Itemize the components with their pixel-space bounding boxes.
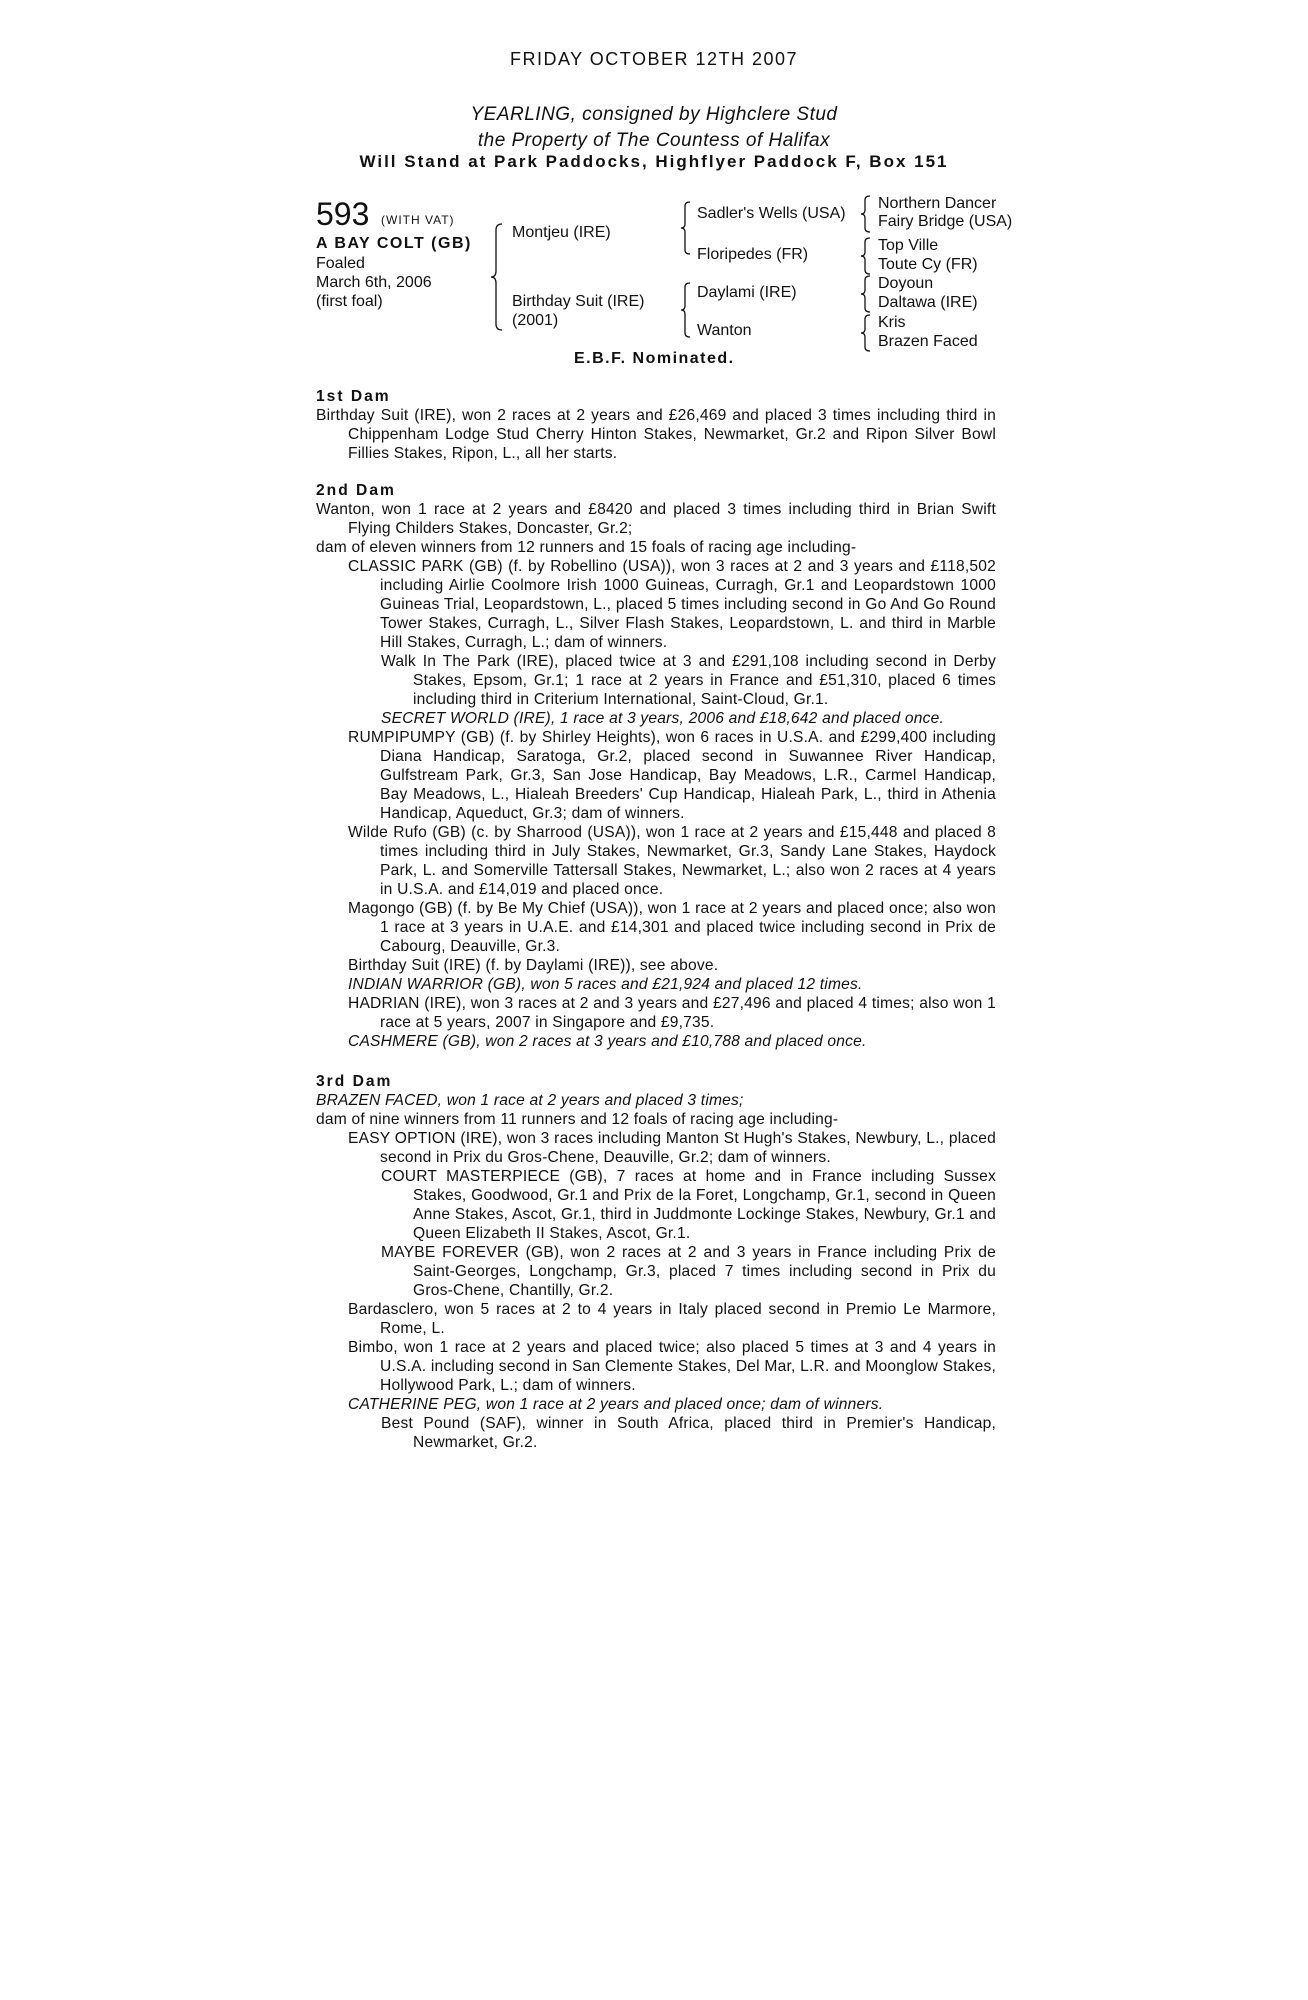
sire-sire: Sadler's Wells (USA) (697, 205, 846, 222)
second-dam-section (316, 481, 996, 1051)
second-dam-entry: RUMPIPUMPY (GB) (f. by Shirley Heights), won 6 races in U.S.A. and £299,400 including Diana Handicap, Saratoga, Gr.2, placed second in Suwannee River Handicap, Gulfstream Park, Gr.3, San Jose Handicap, Bay Meadows, L.R., Carmel Handicap, Bay Meadows, L., Hialeah Breeders' Cup Handicap, Hialeah Park, L., third in Athenia Handicap, Aqueduct, Gr.3; dam of winners. (348, 729, 996, 822)
ancestor-6: Daltawa (IRE) (878, 294, 978, 311)
dam-sire: Daylami (IRE) (697, 284, 797, 301)
lot-title: A BAY COLT (GB) (316, 235, 472, 252)
ancestor-7: Kris (878, 314, 906, 331)
ancestor-2: Fairy Bridge (USA) (878, 213, 1013, 230)
second-dam-entry: HADRIAN (IRE), won 3 races at 2 and 3 years and £27,496 and placed 4 times; also won 1 race at 5 years, 2007 in Singapore and £9,735. (348, 995, 996, 1031)
pedigree-brace-g3 (860, 274, 874, 314)
first-dam-heading: 1st Dam (316, 388, 391, 405)
first-dam-text: Birthday Suit (IRE), won 2 races at 2 years and £26,469 and placed 3 times including third in Chippenham Lodge Stud Cherry Hinton Stakes, Newmarket, Gr.2 and Ripon Silver Bowl Fillies Stakes, Ripon, L., all her starts. (316, 407, 996, 462)
second-dam-entry: Wilde Rufo (GB) (c. by Sharrood (USA)), won 1 race at 2 years and £15,448 and placed 8 times including third in July Stakes, Newmarket, Gr.3, Sandy Lane Stakes, Haydock Park, L. and Somerville Tattersall Stakes, Newmarket, L.; also won 2 races at 4 years in U.S.A. and £14,019 and placed once. (348, 824, 996, 898)
second-dam-text: Wanton, won 1 race at 2 years and £8420 and placed 3 times including third in Brian Swift Flying Childers Stakes, Doncaster, Gr.2; (316, 501, 996, 537)
stand-location: Will Stand at Park Paddocks, Highflyer Paddock F, Box 151 (359, 152, 949, 171)
ancestor-3: Top Ville (878, 237, 939, 254)
ancestor-8: Brazen Faced (878, 333, 978, 350)
second-dam-entry: CASHMERE (GB), won 2 races at 3 years and £10,788 and placed once. (348, 1033, 867, 1050)
third-dam-entry: COURT MASTERPIECE (GB), 7 races at home and in France including Sussex Stakes, Goodwood, Gr.1 and Prix de la Foret, Longchamp, Gr.1, second in Queen Anne Stakes, Ascot, Gr.1, third in Juddmonte Lockinge Stakes, Newbury, Gr.1 and Queen Elizabeth II Stakes, Ascot, Gr.1. (381, 1168, 996, 1242)
ancestor-5: Doyoun (878, 275, 934, 292)
third-dam-entry: MAYBE FOREVER (GB), won 2 races at 2 and 3 years in France including Prix de Saint-Georges, Longchamp, Gr.3, placed 7 times including second in Prix du Gros-Chene, Chantilly, Gr.2. (381, 1244, 996, 1299)
second-dam-entry: Birthday Suit (IRE) (f. by Daylami (IRE)), see above. (348, 957, 719, 974)
dam-year: (2001) (512, 312, 559, 329)
third-dam-entry: CATHERINE PEG, won 1 race at 2 years and placed once; dam of winners. (348, 1396, 884, 1413)
vat-note: (WITH VAT) (381, 213, 455, 227)
second-dam-produce: dam of eleven winners from 12 runners and 15 foals of racing age including- (316, 539, 857, 556)
first-foal-note: (first foal) (316, 293, 383, 310)
second-dam-entry: INDIAN WARRIOR (GB), won 5 races and £21,924 and placed 12 times. (348, 976, 863, 993)
dam-dam: Wanton (697, 322, 752, 339)
third-dam-heading: 3rd Dam (316, 1073, 393, 1090)
pedigree-brace-sire (680, 200, 694, 256)
first-dam-section (316, 387, 996, 463)
pedigree-brace-g2 (860, 236, 874, 276)
ancestor-4: Toute Cy (FR) (878, 256, 978, 273)
foaled-label: Foaled (316, 255, 365, 272)
pedigree-brace-dam (680, 281, 694, 339)
second-dam-entry: Walk In The Park (IRE), placed twice at 3 and £291,108 including second in Derby Stakes, Epsom, Gr.1; 1 race at 2 years in France and £51,310, placed 6 times including third in Criterium International, Saint-Cloud, Gr.1. (381, 653, 996, 708)
pedigree-brace-g1 (860, 194, 874, 234)
ebf-note: E.B.F. Nominated. (574, 350, 735, 367)
second-dam-entry: Magongo (GB) (f. by Be My Chief (USA)), won 1 race at 2 years and placed once; also won 1 race at 3 years in U.A.E. and £14,301 and placed twice including second in Prix de Cabourg, Deauville, Gr.3. (348, 900, 996, 955)
dam: Birthday Suit (IRE) (512, 293, 645, 310)
pedigree-brace-g4 (860, 313, 874, 353)
third-dam-text: BRAZEN FACED, won 1 race at 2 years and placed 3 times; (316, 1092, 744, 1109)
ancestor-1: Northern Dancer (878, 195, 997, 212)
second-dam-heading: 2nd Dam (316, 482, 396, 499)
third-dam-entry: Bardasclero, won 5 races at 2 to 4 years in Italy placed second in Premio Le Marmore, Rome, L. (348, 1301, 996, 1337)
sale-date: FRIDAY OCTOBER 12TH 2007 (509, 49, 799, 69)
second-dam-entry: SECRET WORLD (IRE), 1 race at 3 years, 2006 and £18,642 and placed once. (381, 710, 945, 727)
second-dam-entry: CLASSIC PARK (GB) (f. by Robellino (USA)), won 3 races at 2 and 3 years and £118,502 including Airlie Coolmore Irish 1000 Guineas, Curragh, Gr.1 and Leopardstown 1000 Guineas Trial, Leopardstown, L., placed 5 times including second in Go And Go Round Tower Stakes, Curragh, L., Silver Flash Stakes, Leopardstown, L. and third in Marble Hill Stakes, Curragh, L.; dam of winners. (348, 558, 996, 651)
third-dam-entry: Best Pound (SAF), winner in South Africa, placed third in Premier's Handicap, Newmarket, Gr.2. (381, 1415, 996, 1451)
lot-number: 593 (316, 196, 370, 232)
sire-dam: Floripedes (FR) (697, 246, 809, 263)
third-dam-produce: dam of nine winners from 11 runners and 12 foals of racing age including- (316, 1111, 839, 1128)
third-dam-section (316, 1072, 996, 1452)
pedigree-brace-main (490, 222, 506, 332)
property-line: the Property of The Countess of Halifax (477, 130, 831, 151)
third-dam-entry: EASY OPTION (IRE), won 3 races including Manton St Hugh's Stakes, Newbury, L., placed second in Prix du Gros-Chene, Deauville, Gr.2; dam of winners. (348, 1130, 996, 1166)
sire: Montjeu (IRE) (512, 224, 611, 241)
third-dam-entry: Bimbo, won 1 race at 2 years and placed twice; also placed 5 times at 3 and 4 years in U.S.A. including second in San Clemente Stakes, Del Mar, L.R. and Moonglow Stakes, Hollywood Park, L.; dam of winners. (348, 1339, 996, 1394)
consignment-line: YEARLING, consigned by Highclere Stud (470, 104, 838, 125)
foaled-date: March 6th, 2006 (316, 274, 432, 291)
